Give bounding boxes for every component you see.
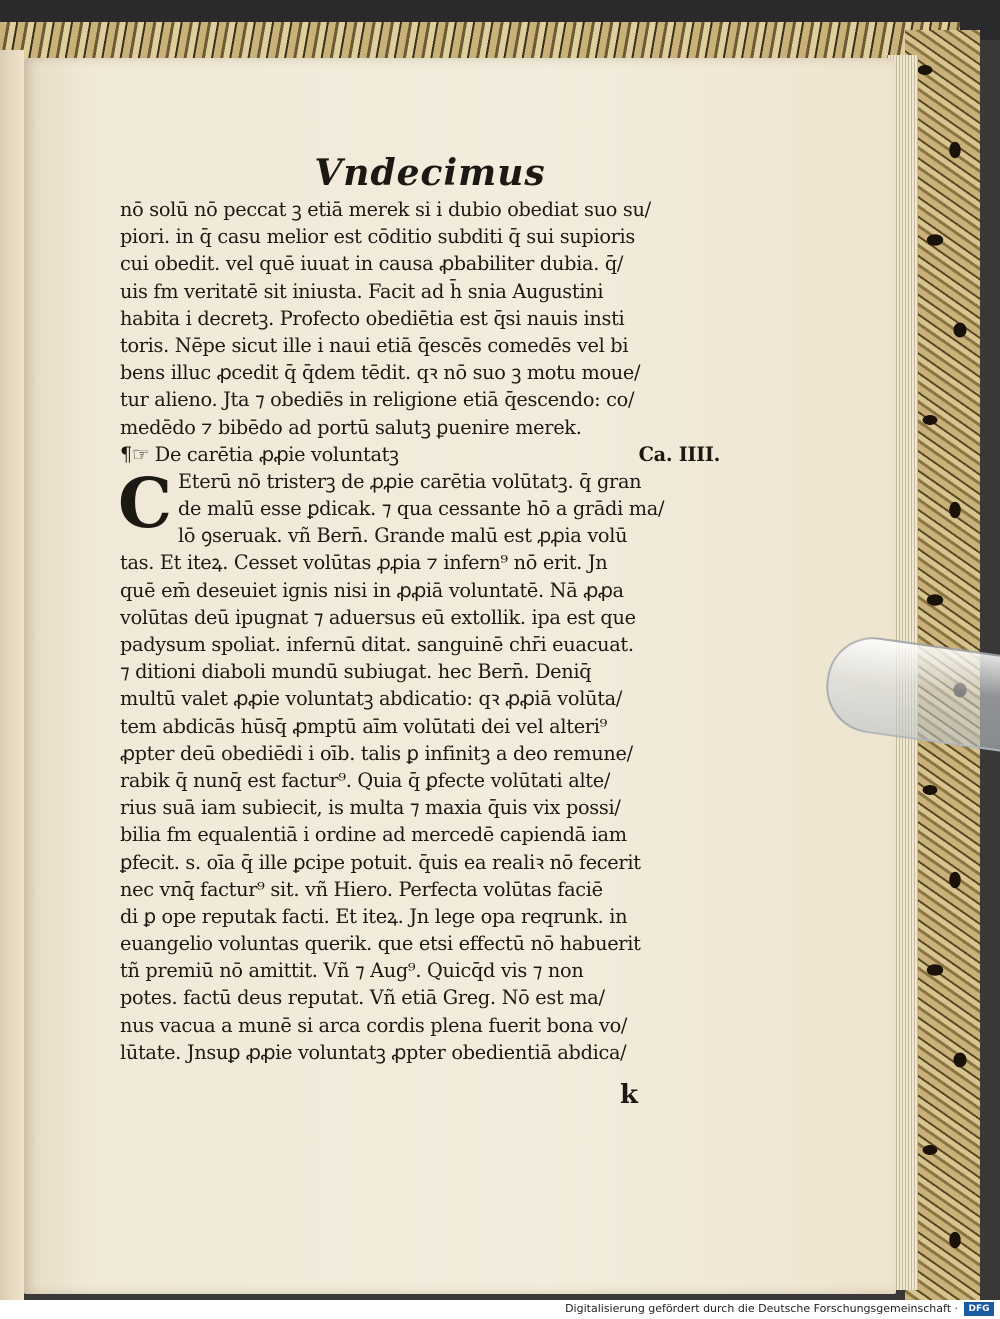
text-line: volūtas deū ipugnat ⁊ aduersus eū extollik. ipa est que (120, 605, 636, 629)
text-line: ⁊ ditioni diaboli mundū subiugat. hec Bern̄. Deniq̄ (120, 660, 592, 684)
initial-block (118, 463, 720, 550)
text-line: habita i decretꝫ. Profecto obediētia est q̄si nauis insti (120, 306, 625, 330)
text-line: lūtate. Jnsuꝑ ꝓꝓie voluntatꝫ ꝓpter obedientiā abdica/ (120, 1040, 627, 1064)
text-line: rabik q̄ nunq̄ est factur⁹. Quia q̄ ꝑfecte volūtati alte/ (120, 768, 611, 792)
text-line: tem abdicās hūsq̄ ꝓmptū aīm volūtati dei vel alteri⁹ (120, 714, 608, 738)
text-line: nec vnq̄ factur⁹ sit. vñ Hiero. Perfecta volūtas faciē (120, 877, 603, 901)
text-line: Eterū nō tristerꝫ de ꝓꝓie carētia volūtatꝫ. q̄ gran (178, 469, 642, 493)
text-line: nō solū nō peccat ꝫ etiā merek si i dubio obediat suo su/ (120, 198, 651, 221)
text-line: de malū esse ꝑdicak. ⁊ qua cessante hō a grādi ma/ (178, 497, 665, 521)
text-line: tas. Et iteꝝ. Cesset volūtas ꝓꝓia ⁊ infern⁹ nō erit. Jn (120, 551, 608, 575)
text-line: tur alieno. Jta ⁊ obediēs in religione etiā q̄escendo: co/ (120, 388, 635, 412)
text-line: potes. factū deus reputat. Vñ etiā Greg. Nō est ma/ (120, 986, 605, 1010)
text-line: padysum spoliat. infernū ditat. sanguinē chr̄i euacuat. (120, 633, 634, 656)
text-line: euangelio voluntas querik. que etsi effectū nō habuerit (120, 932, 641, 956)
rubric-title: ¶☞ De carētia ꝓꝓie voluntatꝫ (120, 442, 399, 466)
text-line: cui obedit. vel quē iuuat in causa ꝓbabiliter dubia. q̄/ (120, 252, 624, 276)
text-line: nus vacua a munē si arca cordis plena fuerit bona vo/ (120, 1013, 628, 1037)
text-line: toris. Nēpe sicut ille i naui etiā q̄escēs comedēs vel bi (120, 333, 629, 357)
text-line: ꝓpter deū obediēdi i oīb. talis ꝑ infinitꝫ a deo remune/ (120, 741, 633, 765)
text-line: tñ premiū nō amittit. Vñ ⁊ Aug⁹. Quicq̄d vis ⁊ non (120, 959, 584, 983)
signature-mark: k (620, 1080, 639, 1110)
text-line: lō ꝯseruak. vñ Bern̄. Grande malū est ꝓꝓia volū (178, 524, 628, 548)
facing-page-edge (0, 50, 24, 1300)
text-line: multū valet ꝓꝓie voluntatꝫ abdicatio: qꝛ ꝓꝓiā volūta/ (120, 687, 623, 711)
text-line: di ꝑ ope reputak facti. Et iteꝝ. Jn lege opa reqrunk. in (120, 904, 628, 928)
text-line: uis fm veritatē sit iniusta. Facit ad h̄ snia Augustini (120, 279, 604, 303)
body-text (120, 196, 720, 1066)
funding-notice: Digitalisierung gefördert durch die Deutsche Forschungsgemeinschaft · (565, 1302, 958, 1315)
text-line: medēdo ⁊ bibēdo ad portū salutꝫ ꝑuenire merek. (120, 415, 582, 439)
text-line: piori. in q̄ casu melior est cōditio subditi q̄ sui supioris (120, 225, 636, 249)
text-line: bilia fm equalentiā i ordine ad mercedē capiendā iam (120, 823, 627, 847)
footer-bar (0, 1300, 1000, 1319)
chapter-rubric (120, 441, 720, 468)
text-line: quē em̄ deseuiet ignis nisi in ꝓꝓiā voluntatē. Nā ꝓꝓa (120, 578, 624, 602)
dfg-logo: DFG (964, 1302, 994, 1316)
text-line: bens illuc ꝓcedit q̄ q̄dem tēdit. qꝛ nō suo ꝫ motu moue/ (120, 361, 641, 385)
marbled-board-top (0, 22, 960, 62)
drop-cap-initial: C (118, 463, 172, 544)
chapter-number: Ca. IIII. (638, 442, 720, 466)
text-line: ꝑfecit. s. oīa q̄ ille ꝑcipe potuit. q̄uis ea realiꝛ nō fecerit (120, 850, 641, 874)
text-line: rius suā iam subiecit, is multa ⁊ maxia q̄uis vix possi/ (120, 796, 621, 820)
page-heading: Vndecimus (314, 152, 546, 194)
